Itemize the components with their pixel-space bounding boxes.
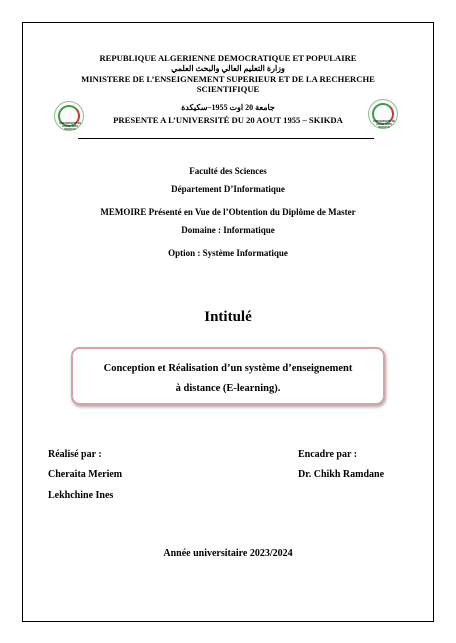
logo-text: UNIVERSITÉ 20 AOÛT 1955 SKIKDA bbox=[372, 119, 396, 129]
header-ministry-cont: SCIENTIFIQUE bbox=[196, 84, 260, 94]
supervisor-label: Encadre par : bbox=[298, 449, 358, 460]
header-republic: REPUBLIQUE ALGERIENNE DEMOCRATIQUE ET POPULAIRE bbox=[99, 53, 357, 63]
logo-text: UNIVERSITÉ 20 AOÛT 1955 SKIKDA bbox=[58, 121, 82, 131]
header-ministry-arabic: وزارة التعليم العالي والبحث العلمي bbox=[171, 64, 285, 73]
domain: Domaine : Informatique bbox=[181, 225, 275, 235]
header-ministry: MINISTERE DE L’ENSEIGNEMENT SUPERIEUR ET DE LA RECHERCHE bbox=[81, 74, 375, 84]
academic-year: Année universitaire 2023/2024 bbox=[163, 548, 293, 559]
university-logo-left bbox=[54, 101, 84, 131]
faculty: Faculté des Sciences bbox=[189, 166, 267, 176]
subject-box bbox=[71, 347, 385, 405]
option: Option : Système Informatique bbox=[168, 248, 288, 258]
author-name: Lekhchine Ines bbox=[48, 490, 114, 501]
memoire-line: MEMOIRE Présenté en Vue de l’Obtention du Diplôme de Master bbox=[100, 207, 356, 217]
header-university: PRESENTE A L’UNIVERSITÉ DU 20 AOUT 1955 – SKIKDA bbox=[113, 115, 343, 125]
header-divider bbox=[78, 138, 374, 139]
subject-line-2: à distance (E-learning). bbox=[175, 383, 281, 394]
title-label: Intitulé bbox=[204, 309, 252, 325]
department: Département D’Informatique bbox=[171, 184, 285, 194]
header-university-arabic: جامعة 20 اوت 1955–سكيكدة bbox=[181, 103, 275, 112]
author-name: Cheraita Meriem bbox=[48, 469, 123, 480]
supervisor-name: Dr. Chikh Ramdane bbox=[298, 469, 385, 480]
university-logo-right bbox=[368, 99, 398, 129]
authors-label: Réalisé par : bbox=[48, 449, 102, 460]
subject-line-1: Conception et Réalisation d’un système d’enseignement bbox=[103, 363, 353, 374]
